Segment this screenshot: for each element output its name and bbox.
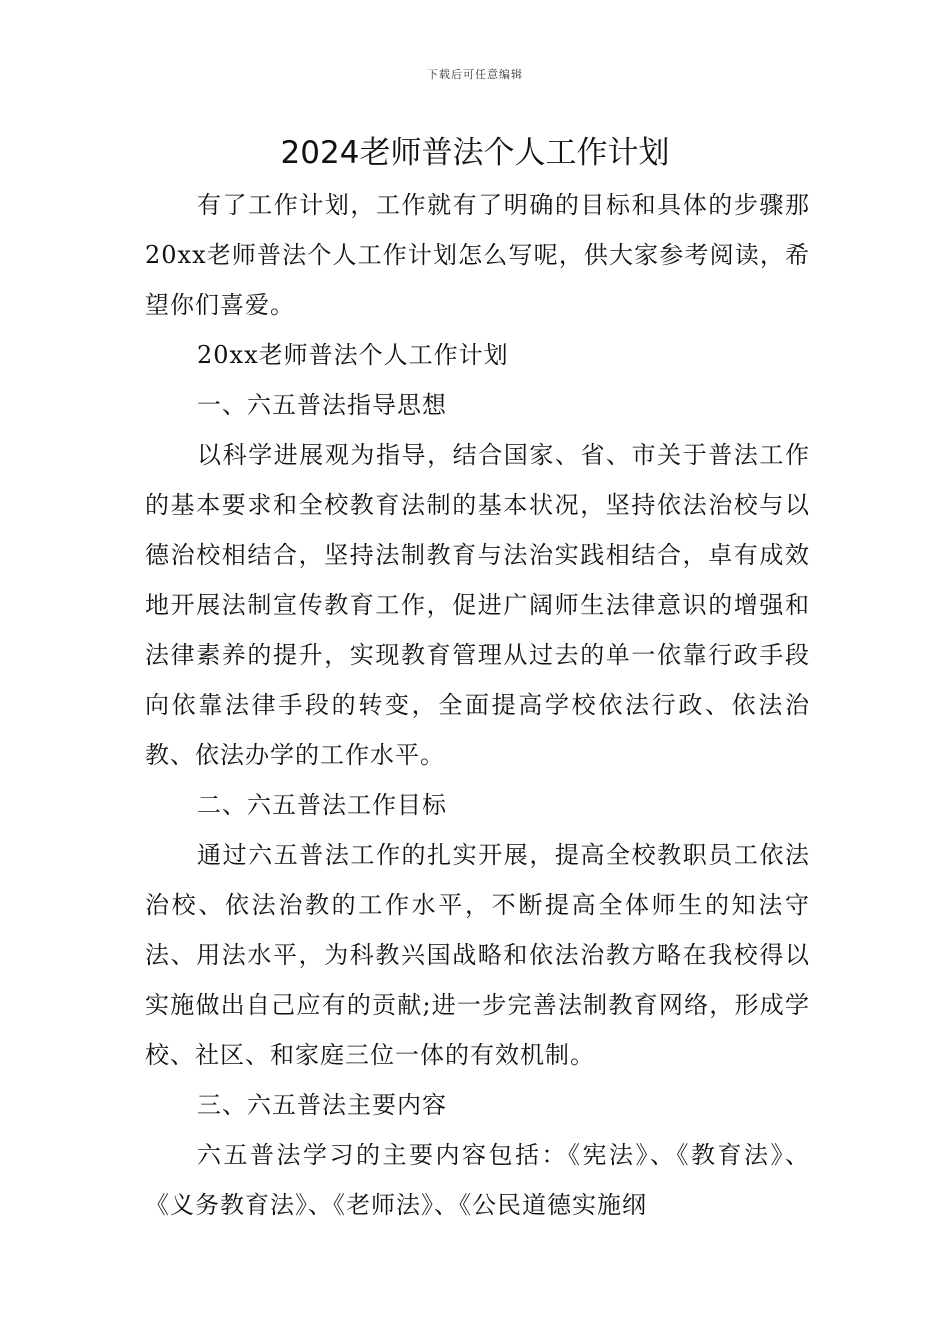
intro-paragraph: 有了工作计划，工作就有了明确的目标和具体的步骤那20xx老师普法个人工作计划怎么写呢，供大家参考阅读，希望你们喜爱。	[145, 191, 810, 319]
section-heading-1: 一、六五普法指导思想	[197, 391, 447, 419]
section-paragraph-2: 通过六五普法工作的扎实开展，提高全校教职员工依法治校、依法治教的工作水平，不断提高全体师生的知法守法、用法水平，为科教兴国战略和依法治教方略在我校得以实施做出自己应有的贡献;进一步完善法制教育网络，形成学校、社区、和家庭三位一体的有效机制。	[145, 841, 810, 1069]
section-heading-3: 三、六五普法主要内容	[197, 1091, 447, 1119]
section-paragraph-3: 六五普法学习的主要内容包括：《宪法》、《教育法》、《义务教育法》、《老师法》、《公民道德实施纲	[145, 1141, 810, 1219]
header-note: 下载后可任意编辑	[427, 68, 523, 81]
section-paragraph-1: 以科学进展观为指导，结合国家、省、市关于普法工作的基本要求和全校教育法制的基本状况，坚持依法治校与以德治校相结合，坚持法制教育与法治实践相结合，卓有成效地开展法制宣传教育工作，促进广阔师生法律意识的增强和法律素养的提升，实现教育管理从过去的单一依靠行政手段向依靠法律手段的转变，全面提高学校依法行政、依法治教、依法办学的工作水平。	[145, 441, 810, 769]
section-heading-2: 二、六五普法工作目标	[197, 791, 447, 819]
document-body	[145, 180, 810, 1230]
document-title: 2024老师普法个人工作计划	[280, 135, 670, 171]
subtitle-line: 20xx老师普法个人工作计划	[197, 341, 509, 369]
